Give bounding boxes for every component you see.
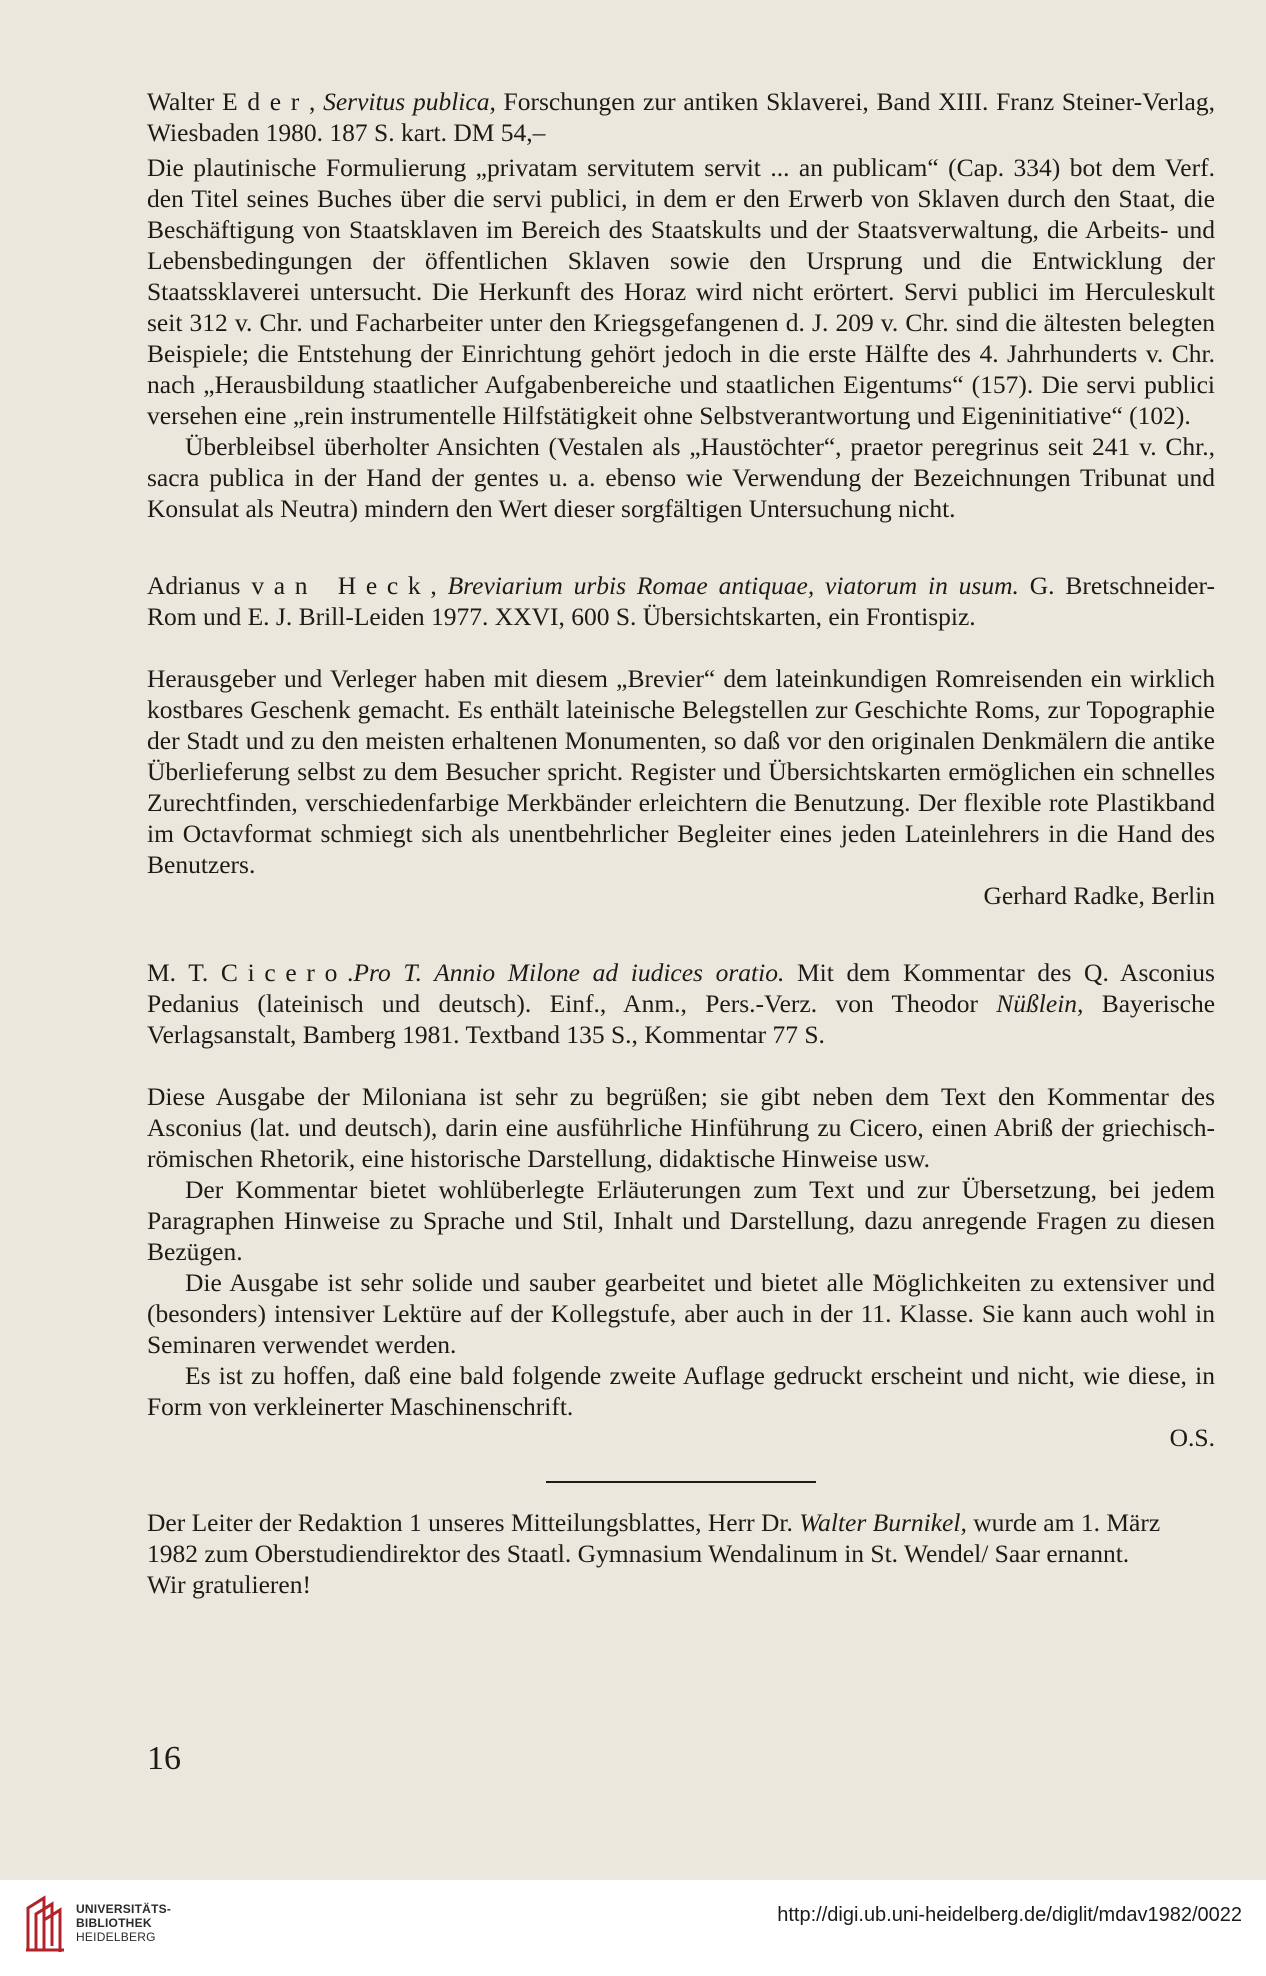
review-3-paragraph-1: Diese Ausgabe der Miloniana ist sehr zu begrüßen; sie gibt neben dem Text den Kommentar des Asconius (lat. und deutsch), darin eine ausführliche Hinführung zu Cicero, einen Abriß der griechisch-römischen Rhetorik, eine historische Darstellung, didaktische Hinweise usw. (147, 1082, 1215, 1173)
publication-info: G. Bretschneider-Rom und E. J. Brill-Leiden 1977. XXVI, 600 S. Übersichtskarten, ein Frontispiz. (147, 571, 1215, 631)
author-surname: van Heck (251, 571, 431, 600)
separator: , (308, 87, 324, 116)
digitization-footer (0, 1880, 1266, 1976)
library-line-1: UNIVERSITÄTS- (76, 1902, 172, 1916)
notice-text: Der Leiter der Redaktion 1 unseres Mitteilungsblattes, Herr Dr. (147, 1508, 800, 1537)
review-1-heading (147, 86, 1215, 148)
editorial-notice (147, 1507, 1215, 1569)
book-title: Pro T. Annio Milone ad iudices oratio. (353, 958, 785, 987)
library-line-2: BIBLIOTHEK (76, 1916, 152, 1930)
review-3-paragraph-2: Der Kommentar bietet wohlüberlegte Erläuterungen zum Text und zur Übersetzung, bei jedem Paragraphen Hinweise zu Sprache und Stil, Inhalt und Darstellung, dazu anregende Fragen zu diesen Bezügen. (147, 1175, 1215, 1266)
separator: . (347, 958, 354, 987)
review-1-paragraph-2: Überbleibsel überholter Ansichten (Vestalen als „Haustöchter“, praetor peregrinus seit 241 v. Chr., sacra publica in der Hand der gentes u. a. ebenso wie Verwendung der Bezeichnungen Tribunat und Konsulat als Neutra) mindern den Wert dieser sorgfältigen Untersuchung nicht. (147, 432, 1215, 523)
review-3-paragraph-4: Es ist zu hoffen, daß eine bald folgende zweite Auflage gedruckt erscheint und nicht, wie diese, in Form von verkleinerter Maschinenschrift. (147, 1361, 1215, 1421)
separator: , (430, 571, 448, 600)
review-3-paragraph-3: Die Ausgabe ist sehr solide und sauber gearbeitet und bietet alle Möglichkeiten zu extensiver und (besonders) intensiver Lektüre auf der Kollegstufe, aber auch in der 11. Klasse. Sie kann auch wohl in Seminaren verwendet werden. (147, 1268, 1215, 1359)
page-number: 16 (147, 1740, 181, 1777)
review-1-paragraph-1: Die plautinische Formulierung „privatam servitutem servit ... an publicam“ (Cap. 334) bot dem Verf. den Titel seines Buches über die servi publici, in dem er den Erwerb von Sklaven durch den Staat, die Beschäftigung von Staatsklaven im Bereich des Staatskults und der Staatsverwaltung, die Arbeits- und Lebensbedingungen der öffentlichen Sklaven sowie den Ursprung und die Entwicklung der Staatssklaverei untersucht. Die Herkunft des Horaz wird nicht erörtert. Servi publici im Herculeskult seit 312 v. Chr. und Facharbeiter unter den Kriegsgefangenen d. J. 209 v. Chr. sind die ältesten belegten Beispiele; die Entstehung der Einrichtung gehört jedoch in die erste Hälfte des 4. Jahrhunderts v. Chr. nach „Herausbildung staatlicher Aufgabenbereiche und staatlichen Eigentums“ (157). Die servi publici versehen eine „rein instrumentelle Hilfstätigkeit ohne Selbstverantwortung und Eigeninitiative“ (102). (147, 153, 1215, 430)
publication-info-continued: Bayerische Verlagsanstalt, Bamberg 1981. Textband 135 S., Kommentar 77 S. (147, 989, 1216, 1049)
review-3-heading (147, 957, 1215, 1050)
page-body (147, 86, 1215, 1600)
book-title: Breviarium urbis Romae antiquae, viatorum in usum. (447, 571, 1019, 600)
author-surname: Cicero (220, 958, 348, 987)
review-3-signature: O.S. (1169, 1423, 1215, 1452)
ub-heidelberg-logo-icon (22, 1894, 68, 1954)
library-name (76, 1902, 171, 1944)
source-url-link[interactable]: http://digi.ub.uni-heidelberg.de/diglit/mdav1982/0022 (777, 1904, 1242, 1926)
author-surname: Eder (222, 87, 309, 116)
author-first-name: Walter (147, 87, 223, 116)
library-line-3: HEIDELBERG (76, 1930, 156, 1944)
publication-info: Mit dem Kommentar des Q. Asconius Pedanius (lateinisch und deutsch). Einf., Anm., Pers.-Verz. von Theodor (147, 958, 1215, 1018)
review-2-heading (147, 570, 1215, 632)
review-2-paragraph-1: Herausgeber und Verleger haben mit diesem „Brevier“ dem lateinkundigen Romreisenden ein wirklich kostbares Geschenk gemacht. Es enthält lateinische Belegstellen zur Geschichte Roms, zur Topographie der Stadt und zu den meisten erhaltenen Monumenten, so daß vor den originalen Denkmälern die antike Überlieferung selbst zu dem Besucher spricht. Register und Übersichtskarten ermöglichen ein schnelles Zurechtfinden, verschiedenfarbige Merkbänder erleichtern die Benutzung. Der flexible rote Plastikband im Octavformat schmiegt sich als unentbehrlicher Begleiter eines jeden Lateinlehrers in die Hand des Benutzers. (147, 664, 1215, 879)
notice-text-continued: wurde am 1. März 1982 zum Oberstudiendirektor des Staatl. Gymnasium Wendalinum in St. Wendel/ Saar ernannt. (147, 1508, 1161, 1568)
section-divider (546, 1481, 816, 1483)
author-first-name: M. T. (147, 958, 221, 987)
book-title: Servitus publica, (323, 87, 496, 116)
person-name: Walter Burnikel, (799, 1508, 967, 1537)
publication-info: Forschungen zur antiken Sklaverei, Band XIII. Franz Steiner-Verlag, Wiesbaden 1980. 187 S. kart. DM 54,– (147, 87, 1216, 147)
editor-name: Nüßlein, (996, 989, 1084, 1018)
notice-closing: Wir gratulieren! (147, 1570, 311, 1599)
author-first-name: Adrianus (147, 571, 252, 600)
review-2-signature: Gerhard Radke, Berlin (983, 881, 1215, 910)
